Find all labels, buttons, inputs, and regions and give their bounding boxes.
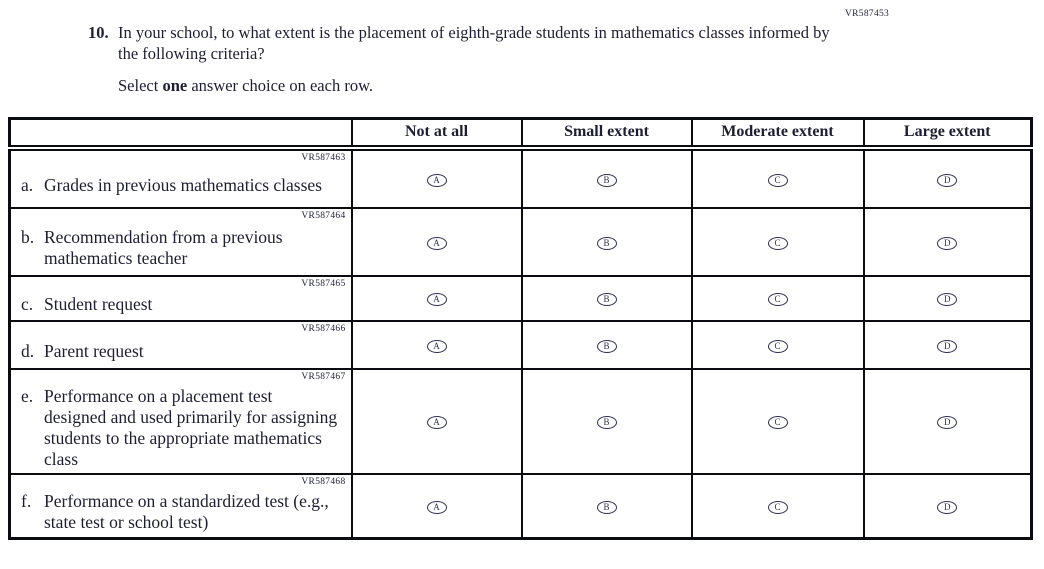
answer-oval-c[interactable]: C <box>768 340 788 353</box>
option-cell <box>864 474 1032 539</box>
answer-oval-a[interactable]: A <box>427 501 447 514</box>
option-cell <box>864 276 1032 321</box>
row-label-cell <box>10 474 352 539</box>
table-row-c <box>10 276 1032 321</box>
option-cell <box>522 369 692 474</box>
row-label-cell <box>10 148 352 208</box>
row-label: Performance on a standardized test (e.g., state test or school test) <box>44 491 329 533</box>
option-cell <box>692 474 864 539</box>
option-cell <box>692 276 864 321</box>
column-header-large-extent: Large extent <box>864 119 1032 148</box>
row-label-cell <box>10 276 352 321</box>
answer-oval-b[interactable]: B <box>597 237 617 250</box>
row-letter: f. <box>21 491 32 512</box>
row-letter: d. <box>21 340 35 361</box>
column-header-moderate-extent: Moderate extent <box>692 119 864 148</box>
table-row-e <box>10 369 1032 474</box>
option-cell <box>352 474 522 539</box>
answer-oval-b[interactable]: B <box>597 293 617 306</box>
question-number: 10. <box>88 23 109 42</box>
answer-oval-b[interactable]: B <box>597 174 617 187</box>
header-row <box>10 119 1032 148</box>
answer-oval-d[interactable]: D <box>937 293 957 306</box>
option-cell <box>864 208 1032 276</box>
instruction-prefix: Select <box>118 76 163 95</box>
instruction-suffix: answer choice on each row. <box>187 76 374 95</box>
row-label: Recommendation from a previous mathematics teacher <box>44 227 283 268</box>
column-header-small-extent: Small extent <box>522 119 692 148</box>
criteria-table <box>8 117 1033 540</box>
form-code: VR587453 <box>845 9 890 19</box>
answer-oval-c[interactable]: C <box>768 237 788 250</box>
row-code: VR587464 <box>301 210 346 221</box>
question-instruction <box>118 75 838 96</box>
row-label: Student request <box>44 294 153 314</box>
instruction-bold: one <box>162 76 188 95</box>
answer-oval-a[interactable]: A <box>427 174 447 187</box>
option-cell <box>522 321 692 369</box>
row-label-cell <box>10 321 352 369</box>
answer-oval-d[interactable]: D <box>937 501 957 514</box>
option-cell <box>864 321 1032 369</box>
answer-oval-b[interactable]: B <box>597 340 617 353</box>
answer-oval-a[interactable]: A <box>427 237 447 250</box>
option-cell <box>352 276 522 321</box>
answer-oval-a[interactable]: A <box>427 293 447 306</box>
row-letter: e. <box>21 385 34 406</box>
row-label: Performance on a placement test designed and used primarily for assigning students to the appropriate mathematics class <box>44 385 338 469</box>
option-cell <box>692 148 864 208</box>
row-code: VR587465 <box>301 278 346 289</box>
answer-oval-c[interactable]: C <box>768 293 788 306</box>
option-cell <box>692 369 864 474</box>
option-cell <box>692 321 864 369</box>
row-label: Parent request <box>44 340 144 361</box>
row-code: VR587467 <box>301 371 346 382</box>
row-label-cell <box>10 369 352 474</box>
question-text: In your school, to what extent is the placement of eighth-grade students in mathematics classes informed by the following criteria? <box>118 23 830 63</box>
row-letter: a. <box>21 174 34 195</box>
option-cell <box>692 208 864 276</box>
answer-oval-c[interactable]: C <box>768 416 788 429</box>
option-cell <box>352 148 522 208</box>
option-cell <box>522 208 692 276</box>
row-letter: c. <box>21 294 34 314</box>
option-cell <box>522 148 692 208</box>
answer-oval-a[interactable]: A <box>427 416 447 429</box>
row-letter: b. <box>21 227 35 247</box>
answer-oval-d[interactable]: D <box>937 416 957 429</box>
answer-oval-b[interactable]: B <box>597 501 617 514</box>
answer-oval-c[interactable]: C <box>768 501 788 514</box>
table-row-b <box>10 208 1032 276</box>
row-code: VR587463 <box>301 152 346 163</box>
table-row-f <box>10 474 1032 539</box>
question-block <box>88 22 838 96</box>
row-label: Grades in previous mathematics classes <box>44 174 322 195</box>
column-header-not-at-all: Not at all <box>352 119 522 148</box>
option-cell <box>522 276 692 321</box>
row-code: VR587468 <box>301 476 346 487</box>
row-code: VR587466 <box>301 323 346 334</box>
option-cell <box>352 321 522 369</box>
option-cell <box>522 474 692 539</box>
option-cell <box>352 208 522 276</box>
table-row-a <box>10 148 1032 208</box>
option-cell <box>864 369 1032 474</box>
answer-oval-b[interactable]: B <box>597 416 617 429</box>
table-row-d <box>10 321 1032 369</box>
answer-oval-c[interactable]: C <box>768 174 788 187</box>
row-label-cell <box>10 208 352 276</box>
header-empty-cell <box>10 119 352 148</box>
option-cell <box>864 148 1032 208</box>
answer-oval-a[interactable]: A <box>427 340 447 353</box>
answer-oval-d[interactable]: D <box>937 174 957 187</box>
option-cell <box>352 369 522 474</box>
answer-oval-d[interactable]: D <box>937 340 957 353</box>
answer-oval-d[interactable]: D <box>937 237 957 250</box>
